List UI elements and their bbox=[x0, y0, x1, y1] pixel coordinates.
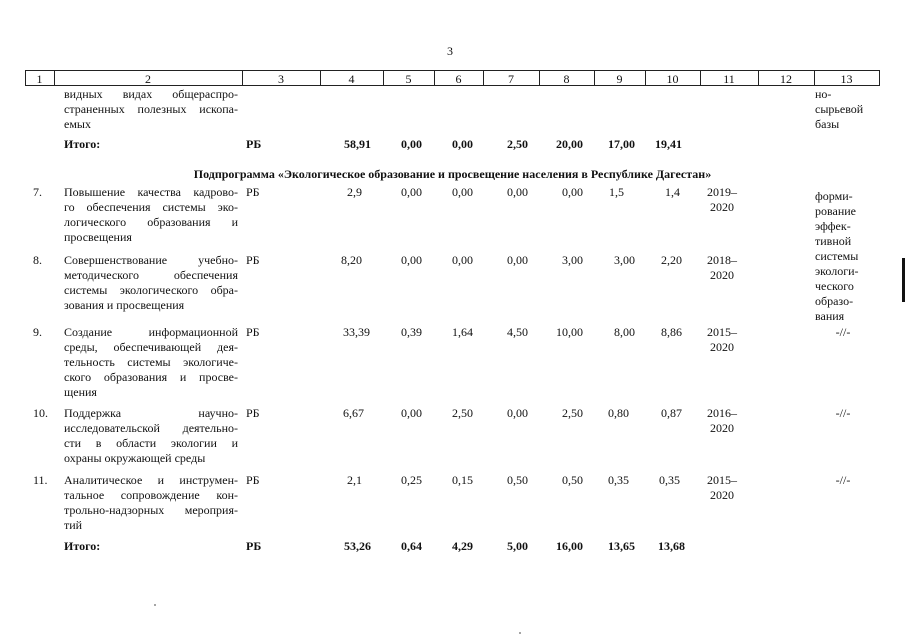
total-value: 0,64 bbox=[401, 539, 422, 553]
column-header: 5 bbox=[405, 72, 412, 86]
column-header: 13 bbox=[840, 72, 853, 86]
total-value: 19,41 bbox=[655, 137, 682, 151]
row-value: 0,00 bbox=[452, 185, 473, 199]
row-value: 0,35 bbox=[659, 473, 680, 487]
row-value: 6,67 bbox=[343, 406, 364, 420]
total-value: 17,00 bbox=[608, 137, 635, 151]
row-value: 2,50 bbox=[452, 406, 473, 420]
row-period-end: 2020 bbox=[710, 421, 734, 435]
row-description: Создание информационной среды, обеспечивающей дея- тельность системы экологиче- ского образования и просве- щения bbox=[64, 325, 238, 399]
column-header: 2 bbox=[145, 72, 151, 86]
column-header: 3 bbox=[278, 72, 284, 86]
row-value: 0,80 bbox=[608, 406, 629, 420]
total-source: РБ bbox=[246, 137, 262, 151]
row-value: 0,39 bbox=[401, 325, 422, 339]
total-value: 0,00 bbox=[401, 137, 422, 151]
row-description: Поддержка научно- исследовательской деятельно- сти в области экологии и охраны окружающей среды bbox=[64, 406, 238, 465]
row-period-start: 2019– bbox=[707, 185, 737, 199]
total-value: 13,65 bbox=[608, 539, 635, 553]
row-value: 1,5 bbox=[609, 185, 624, 199]
column-header: 7 bbox=[508, 72, 514, 86]
row-result: -//- bbox=[835, 406, 851, 420]
row-source: РБ bbox=[246, 185, 260, 199]
row-value: 0,15 bbox=[452, 473, 473, 487]
row-value: 0,25 bbox=[401, 473, 422, 487]
row-value: 0,00 bbox=[401, 253, 422, 267]
row-number: 8. bbox=[33, 253, 42, 267]
row-period-start: 2018– bbox=[707, 253, 737, 267]
row-value: 0,00 bbox=[401, 185, 422, 199]
row-description-continued: видных видах общераспро- страненных полезных ископа- емых bbox=[64, 87, 238, 131]
column-header: 6 bbox=[455, 72, 462, 86]
row-result: -//- bbox=[835, 325, 851, 339]
col-divider bbox=[879, 71, 880, 85]
row-value: 0,00 bbox=[507, 406, 528, 420]
row-result-shared: форми- рование эффек- тивной системы экологи- ческого образо- вания bbox=[815, 189, 859, 323]
row-value: 0,87 bbox=[661, 406, 682, 420]
total-value: 53,26 bbox=[344, 539, 371, 553]
column-header: 4 bbox=[348, 72, 355, 86]
row-value: 3,00 bbox=[562, 253, 583, 267]
row-value: 3,00 bbox=[614, 253, 635, 267]
row-period-start: 2015– bbox=[707, 325, 737, 339]
total-label: Итого: bbox=[64, 539, 101, 553]
row-value: 0,35 bbox=[608, 473, 629, 487]
row-value: 0,00 bbox=[507, 253, 528, 267]
row-value: 2,20 bbox=[661, 253, 682, 267]
row-value: 0,00 bbox=[507, 185, 528, 199]
row-value: 8,20 bbox=[341, 253, 362, 267]
row-result-continued: но- сырьевой базы bbox=[815, 87, 864, 131]
row-period-end: 2020 bbox=[710, 200, 734, 214]
row-source: РБ bbox=[246, 406, 260, 420]
total-value: 5,00 bbox=[507, 539, 528, 553]
row-value: 2,1 bbox=[347, 473, 362, 487]
row-number: 9. bbox=[33, 325, 42, 339]
row-value: 1,64 bbox=[452, 325, 473, 339]
column-header: 1 bbox=[36, 72, 43, 86]
page-number: 3 bbox=[447, 44, 453, 58]
row-source: РБ bbox=[246, 325, 260, 339]
row-value: 10,00 bbox=[556, 325, 583, 339]
total-label: Итого: bbox=[64, 137, 101, 151]
subprogram-title: Подпрограмма «Экологическое образование и просвещение населения в Республике Дагестан» bbox=[193, 167, 712, 181]
column-header: 12 bbox=[780, 72, 792, 86]
scan-speck bbox=[519, 632, 521, 634]
row-number: 7. bbox=[33, 185, 42, 199]
row-number: 10. bbox=[33, 406, 48, 420]
total-value: 4,29 bbox=[452, 539, 473, 553]
table-top-border bbox=[25, 70, 880, 71]
column-header: 9 bbox=[616, 72, 623, 86]
total-source: РБ bbox=[246, 539, 262, 553]
total-value: 58,91 bbox=[344, 137, 371, 151]
row-value: 8,86 bbox=[661, 325, 682, 339]
row-value: 33,39 bbox=[343, 325, 370, 339]
row-period-end: 2020 bbox=[710, 268, 734, 282]
row-source: РБ bbox=[246, 473, 260, 487]
total-value: 0,00 bbox=[452, 137, 473, 151]
row-value: 1,4 bbox=[665, 185, 680, 199]
row-value: 8,00 bbox=[614, 325, 635, 339]
row-source: РБ bbox=[246, 253, 260, 267]
row-number: 11. bbox=[33, 473, 48, 487]
row-value: 2,50 bbox=[562, 406, 583, 420]
row-value: 0,00 bbox=[562, 185, 583, 199]
row-value: 4,50 bbox=[507, 325, 528, 339]
column-header: 8 bbox=[563, 72, 570, 86]
row-period-start: 2015– bbox=[707, 473, 737, 487]
row-value: 0,00 bbox=[401, 406, 422, 420]
column-header: 11 bbox=[723, 72, 735, 86]
scan-speck bbox=[154, 604, 156, 606]
row-period-end: 2020 bbox=[710, 340, 734, 354]
row-description: Аналитическое и инструмен- тальное сопровождение кон- трольно-надзорных мероприя- тий bbox=[64, 473, 238, 532]
total-value: 20,00 bbox=[556, 137, 583, 151]
total-value: 2,50 bbox=[507, 137, 528, 151]
row-value: 2,9 bbox=[347, 185, 362, 199]
row-value: 0,00 bbox=[452, 253, 473, 267]
row-result: -//- bbox=[835, 473, 851, 487]
row-period-end: 2020 bbox=[710, 488, 734, 502]
row-period-start: 2016– bbox=[707, 406, 737, 420]
row-description: Совершенствование учебно- методического обеспечения системы экологического обра- зования и просвещения bbox=[64, 253, 238, 312]
total-value: 13,68 bbox=[658, 539, 685, 553]
row-value: 0,50 bbox=[507, 473, 528, 487]
row-value: 0,50 bbox=[562, 473, 583, 487]
column-header: 10 bbox=[666, 72, 679, 86]
row-description: Повышение качества кадрово- го обеспечения системы эко- логического образования и просвещения bbox=[64, 185, 238, 244]
total-value: 16,00 bbox=[556, 539, 583, 553]
